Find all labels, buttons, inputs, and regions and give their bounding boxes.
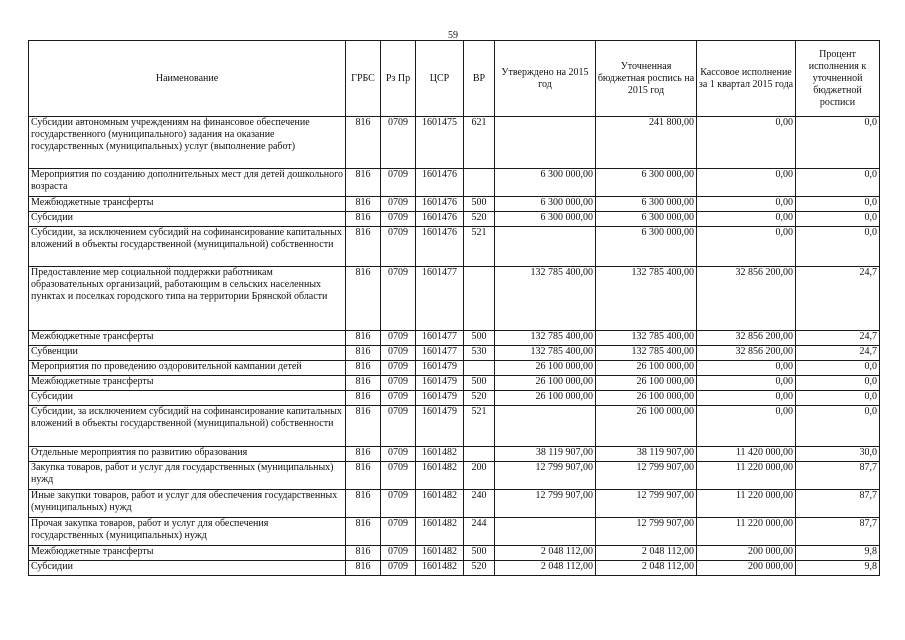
table-row: [29, 561, 880, 576]
cell-vr: 240: [464, 490, 495, 518]
cell-cash: 0,00: [697, 117, 796, 169]
cell-rzpr: 0709: [381, 376, 416, 391]
header-grbs: ГРБС: [346, 41, 381, 117]
cell-grbs: 816: [346, 462, 381, 490]
cell-grbs: 816: [346, 197, 381, 212]
cell-grbs: 816: [346, 447, 381, 462]
cell-percent: 0,0: [796, 361, 880, 376]
cell-rzpr: 0709: [381, 117, 416, 169]
cell-refined: 12 799 907,00: [596, 462, 697, 490]
cell-rzpr: 0709: [381, 546, 416, 561]
cell-cash: 0,00: [697, 212, 796, 227]
cell-grbs: 816: [346, 346, 381, 361]
cell-approved: [495, 518, 596, 546]
cell-percent: 0,0: [796, 169, 880, 197]
table-row: [29, 212, 880, 227]
cell-vr: 200: [464, 462, 495, 490]
cell-refined: 6 300 000,00: [596, 212, 697, 227]
table-row: [29, 346, 880, 361]
cell-approved: 2 048 112,00: [495, 546, 596, 561]
cell-percent: 87,7: [796, 490, 880, 518]
cell-percent: 24,7: [796, 331, 880, 346]
cell-csr: 1601476: [416, 227, 464, 267]
table-row: [29, 267, 880, 331]
table-row: [29, 361, 880, 376]
cell-refined: 26 100 000,00: [596, 391, 697, 406]
cell-refined: 6 300 000,00: [596, 227, 697, 267]
cell-refined: 2 048 112,00: [596, 546, 697, 561]
cell-percent: 0,0: [796, 227, 880, 267]
cell-csr: 1601476: [416, 197, 464, 212]
cell-name: Межбюджетные трансферты: [29, 546, 346, 561]
cell-grbs: 816: [346, 361, 381, 376]
cell-vr: 520: [464, 212, 495, 227]
cell-vr: 500: [464, 546, 495, 561]
cell-grbs: 816: [346, 169, 381, 197]
cell-refined: 132 785 400,00: [596, 267, 697, 331]
cell-cash: 0,00: [697, 227, 796, 267]
cell-name: Предоставление мер социальной поддержки работникам образовательных организаций, работающим в сельских населенных пунктах и поселках городского типа на территории Брянской области: [29, 267, 346, 331]
cell-cash: 11 420 000,00: [697, 447, 796, 462]
cell-name: Мероприятия по проведению оздоровительной кампании детей: [29, 361, 346, 376]
cell-refined: 26 100 000,00: [596, 376, 697, 391]
cell-percent: 24,7: [796, 267, 880, 331]
table-row: [29, 447, 880, 462]
cell-approved: 132 785 400,00: [495, 267, 596, 331]
cell-percent: 24,7: [796, 346, 880, 361]
cell-percent: 87,7: [796, 518, 880, 546]
cell-rzpr: 0709: [381, 169, 416, 197]
cell-grbs: 816: [346, 518, 381, 546]
cell-vr: [464, 169, 495, 197]
cell-approved: 26 100 000,00: [495, 361, 596, 376]
cell-refined: 12 799 907,00: [596, 518, 697, 546]
cell-name: Иные закупки товаров, работ и услуг для обеспечения государственных (муниципальных) нужд: [29, 490, 346, 518]
header-approved: Утверждено на 2015 год: [495, 41, 596, 117]
cell-approved: 6 300 000,00: [495, 169, 596, 197]
cell-refined: 132 785 400,00: [596, 346, 697, 361]
cell-grbs: 816: [346, 376, 381, 391]
cell-grbs: 816: [346, 117, 381, 169]
cell-approved: 26 100 000,00: [495, 391, 596, 406]
cell-csr: 1601477: [416, 331, 464, 346]
cell-name: Межбюджетные трансферты: [29, 197, 346, 212]
cell-rzpr: 0709: [381, 462, 416, 490]
header-refined: Уточненная бюджетная роспись на 2015 год: [596, 41, 697, 117]
cell-percent: 0,0: [796, 197, 880, 212]
cell-vr: 621: [464, 117, 495, 169]
cell-grbs: 816: [346, 391, 381, 406]
cell-cash: 0,00: [697, 376, 796, 391]
cell-percent: 9,8: [796, 561, 880, 576]
cell-rzpr: 0709: [381, 561, 416, 576]
table-row: [29, 376, 880, 391]
cell-name: Отдельные мероприятия по развитию образования: [29, 447, 346, 462]
header-cash: Кассовое исполнение за 1 квартал 2015 года: [697, 41, 796, 117]
cell-grbs: 816: [346, 212, 381, 227]
cell-name: Субвенции: [29, 346, 346, 361]
cell-csr: 1601477: [416, 267, 464, 331]
cell-vr: 500: [464, 331, 495, 346]
cell-rzpr: 0709: [381, 197, 416, 212]
header-rzpr: Рз Пр: [381, 41, 416, 117]
cell-rzpr: 0709: [381, 361, 416, 376]
cell-refined: 26 100 000,00: [596, 406, 697, 447]
table-row: [29, 391, 880, 406]
cell-cash: 200 000,00: [697, 546, 796, 561]
cell-cash: 11 220 000,00: [697, 462, 796, 490]
cell-vr: 520: [464, 391, 495, 406]
cell-csr: 1601482: [416, 447, 464, 462]
header-percent: Процент исполнения к уточненной бюджетной росписи: [796, 41, 880, 117]
cell-cash: 0,00: [697, 197, 796, 212]
table-row: [29, 197, 880, 212]
cell-grbs: 816: [346, 227, 381, 267]
cell-cash: 11 220 000,00: [697, 518, 796, 546]
cell-name: Закупка товаров, работ и услуг для государственных (муниципальных) нужд: [29, 462, 346, 490]
table-body: [29, 117, 880, 576]
cell-grbs: 816: [346, 546, 381, 561]
cell-rzpr: 0709: [381, 406, 416, 447]
cell-vr: 521: [464, 227, 495, 267]
cell-approved: [495, 406, 596, 447]
cell-percent: 0,0: [796, 117, 880, 169]
cell-approved: [495, 117, 596, 169]
cell-percent: 0,0: [796, 406, 880, 447]
header-csr: ЦСР: [416, 41, 464, 117]
cell-name: Субсидии, за исключением субсидий на софинансирование капитальных вложений в объекты государственной (муниципальной) собственности: [29, 406, 346, 447]
table-row: [29, 546, 880, 561]
cell-rzpr: 0709: [381, 331, 416, 346]
cell-cash: 200 000,00: [697, 561, 796, 576]
cell-name: Прочая закупка товаров, работ и услуг для обеспечения государственных (муниципальных) нужд: [29, 518, 346, 546]
cell-approved: 6 300 000,00: [495, 197, 596, 212]
cell-cash: 0,00: [697, 406, 796, 447]
cell-csr: 1601475: [416, 117, 464, 169]
cell-rzpr: 0709: [381, 346, 416, 361]
cell-vr: 521: [464, 406, 495, 447]
cell-grbs: 816: [346, 406, 381, 447]
cell-csr: 1601479: [416, 391, 464, 406]
cell-name: Субсидии: [29, 212, 346, 227]
cell-name: Межбюджетные трансферты: [29, 331, 346, 346]
table-row: [29, 406, 880, 447]
cell-csr: 1601482: [416, 490, 464, 518]
cell-csr: 1601476: [416, 169, 464, 197]
cell-vr: 520: [464, 561, 495, 576]
cell-grbs: 816: [346, 267, 381, 331]
cell-csr: 1601479: [416, 361, 464, 376]
cell-percent: 9,8: [796, 546, 880, 561]
cell-refined: 6 300 000,00: [596, 169, 697, 197]
cell-percent: 0,0: [796, 212, 880, 227]
table-header-row: [29, 41, 880, 117]
cell-name: Субсидии: [29, 561, 346, 576]
cell-name: Мероприятия по созданию дополнительных мест для детей дошкольного возраста: [29, 169, 346, 197]
cell-vr: 500: [464, 197, 495, 212]
cell-approved: 2 048 112,00: [495, 561, 596, 576]
cell-rzpr: 0709: [381, 490, 416, 518]
cell-name: Межбюджетные трансферты: [29, 376, 346, 391]
header-name: Наименование: [29, 41, 346, 117]
cell-percent: 30,0: [796, 447, 880, 462]
cell-csr: 1601482: [416, 518, 464, 546]
cell-percent: 0,0: [796, 376, 880, 391]
cell-cash: 0,00: [697, 391, 796, 406]
cell-approved: 132 785 400,00: [495, 331, 596, 346]
cell-refined: 6 300 000,00: [596, 197, 697, 212]
table-row: [29, 331, 880, 346]
cell-rzpr: 0709: [381, 227, 416, 267]
cell-csr: 1601482: [416, 546, 464, 561]
cell-approved: 12 799 907,00: [495, 462, 596, 490]
table-row: [29, 169, 880, 197]
cell-rzpr: 0709: [381, 391, 416, 406]
cell-rzpr: 0709: [381, 212, 416, 227]
cell-csr: 1601482: [416, 462, 464, 490]
cell-cash: 32 856 200,00: [697, 267, 796, 331]
cell-refined: 26 100 000,00: [596, 361, 697, 376]
cell-name: Субсидии: [29, 391, 346, 406]
cell-percent: 0,0: [796, 391, 880, 406]
cell-approved: 132 785 400,00: [495, 346, 596, 361]
budget-table: [28, 40, 880, 576]
cell-approved: 6 300 000,00: [495, 212, 596, 227]
header-vr: ВР: [464, 41, 495, 117]
cell-refined: 2 048 112,00: [596, 561, 697, 576]
cell-refined: 38 119 907,00: [596, 447, 697, 462]
table-row: [29, 490, 880, 518]
cell-name: Субсидии, за исключением субсидий на софинансирование капитальных вложений в объекты государственной (муниципальной) собственности: [29, 227, 346, 267]
table-row: [29, 227, 880, 267]
cell-percent: 87,7: [796, 462, 880, 490]
cell-cash: 0,00: [697, 169, 796, 197]
cell-vr: [464, 267, 495, 331]
cell-grbs: 816: [346, 490, 381, 518]
cell-grbs: 816: [346, 561, 381, 576]
table-row: [29, 117, 880, 169]
cell-cash: 11 220 000,00: [697, 490, 796, 518]
page-number: 59: [448, 30, 458, 41]
cell-rzpr: 0709: [381, 267, 416, 331]
cell-vr: 244: [464, 518, 495, 546]
cell-rzpr: 0709: [381, 518, 416, 546]
cell-name: Субсидии автономным учреждениям на финансовое обеспечение государственного (муниципального) задания на оказание государственных (муниципальных) услуг (выполнение работ): [29, 117, 346, 169]
cell-approved: 26 100 000,00: [495, 376, 596, 391]
table-row: [29, 462, 880, 490]
cell-approved: [495, 227, 596, 267]
cell-vr: 500: [464, 376, 495, 391]
cell-cash: 0,00: [697, 361, 796, 376]
cell-refined: 132 785 400,00: [596, 331, 697, 346]
cell-cash: 32 856 200,00: [697, 346, 796, 361]
cell-csr: 1601476: [416, 212, 464, 227]
cell-refined: 12 799 907,00: [596, 490, 697, 518]
cell-csr: 1601479: [416, 376, 464, 391]
cell-approved: 12 799 907,00: [495, 490, 596, 518]
cell-vr: [464, 447, 495, 462]
cell-refined: 241 800,00: [596, 117, 697, 169]
cell-rzpr: 0709: [381, 447, 416, 462]
cell-grbs: 816: [346, 331, 381, 346]
cell-approved: 38 119 907,00: [495, 447, 596, 462]
table-row: [29, 518, 880, 546]
cell-csr: 1601482: [416, 561, 464, 576]
cell-cash: 32 856 200,00: [697, 331, 796, 346]
cell-vr: [464, 361, 495, 376]
cell-csr: 1601479: [416, 406, 464, 447]
cell-vr: 530: [464, 346, 495, 361]
cell-csr: 1601477: [416, 346, 464, 361]
